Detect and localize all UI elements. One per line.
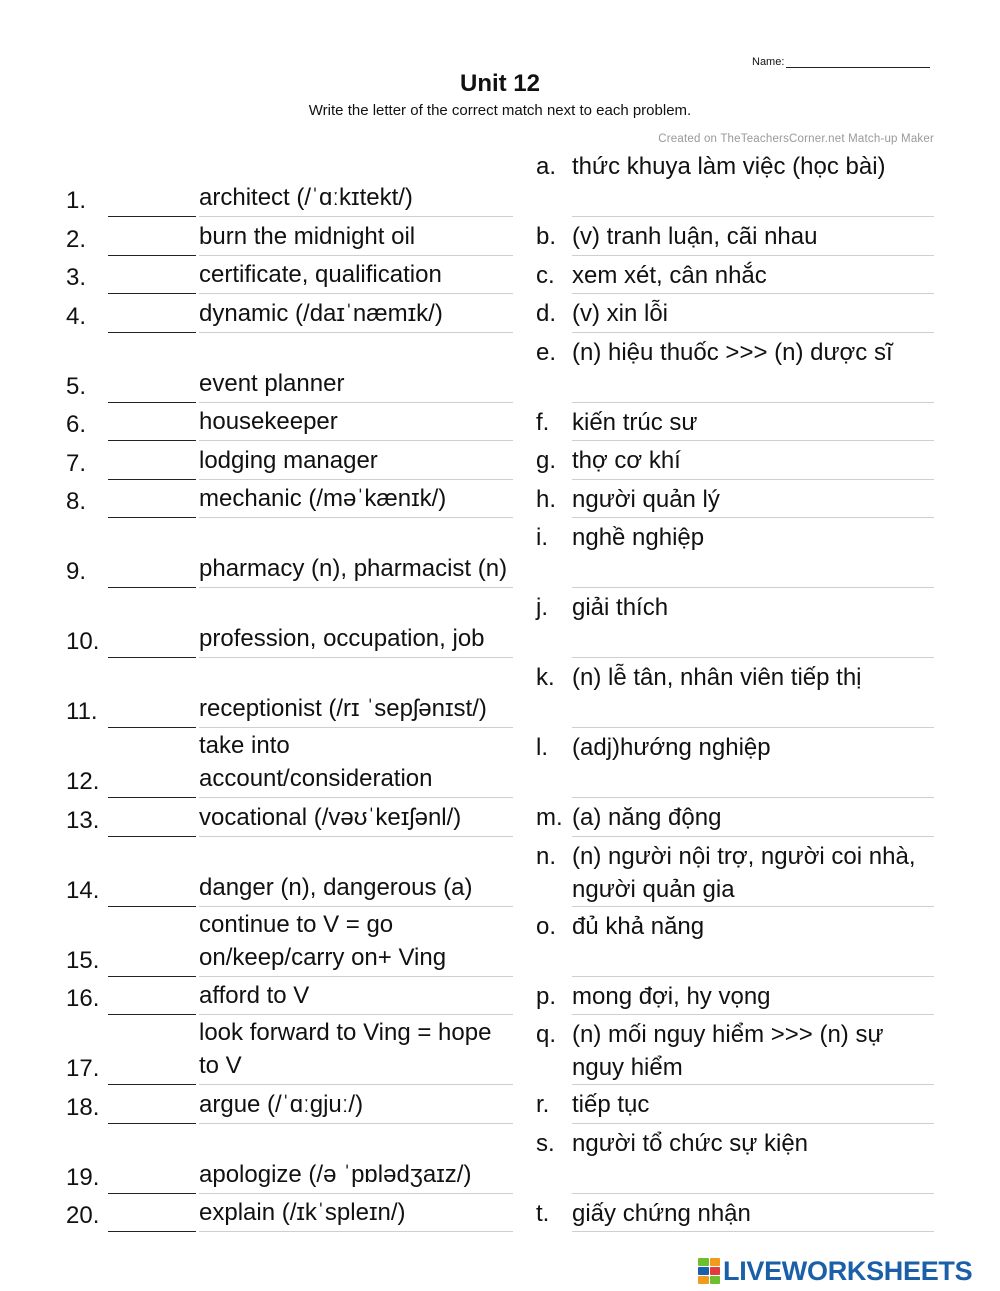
match-row: [66, 1015, 934, 1085]
problem-number: 8.: [66, 488, 87, 515]
term-text: afford to V: [199, 979, 513, 1015]
option-letter: d.: [536, 300, 557, 327]
match-row: [66, 403, 934, 442]
term-text: certificate, qualification: [199, 258, 513, 294]
match-row: [66, 837, 934, 907]
problem-number: 14.: [66, 876, 100, 904]
option-letter: o.: [536, 912, 557, 940]
match-row: [66, 1085, 934, 1124]
problem-number: 17.: [66, 1055, 100, 1082]
problem-number: 13.: [66, 806, 100, 834]
match-row: [66, 907, 934, 977]
term-text: lodging manager: [199, 444, 513, 480]
match-row: [66, 147, 934, 217]
problem-number: 18.: [66, 1093, 100, 1121]
term-text: mechanic (/məˈkænɪk/): [199, 482, 513, 518]
term-text: take into account/consideration: [199, 729, 513, 798]
definition-text: kiến trúc sư: [572, 408, 698, 436]
definition-text: (n) người nội trợ, người coi nhà, người quản gia: [572, 842, 916, 903]
definition-text: giấy chứng nhận: [572, 1199, 751, 1227]
match-row: [66, 798, 934, 837]
match-row: [66, 588, 934, 658]
definition-text: giải thích: [572, 594, 669, 621]
problem-number: 4.: [66, 302, 87, 330]
match-row: [66, 333, 934, 403]
match-row: [66, 441, 934, 480]
definition-text: đủ khả năng: [572, 912, 705, 940]
problem-number: 12.: [66, 768, 100, 795]
definition-text: nghề nghiệp: [572, 524, 705, 551]
match-row: [66, 1194, 934, 1233]
term-text: profession, occupation, job: [199, 622, 513, 658]
problem-number: 5.: [66, 372, 87, 400]
term-text: pharmacy (n), pharmacist (n): [199, 552, 513, 588]
definition-rule: [572, 1231, 934, 1232]
term-text: burn the midnight oil: [199, 220, 513, 256]
term-text: dynamic (/daɪˈnæmɪk/): [199, 297, 513, 333]
term-text: danger (n), dangerous (a): [199, 871, 513, 907]
term-text: continue to V = go on/keep/carry on+ Ving: [199, 908, 513, 977]
definition-text: (n) hiệu thuốc >>> (n) dược sĩ: [572, 338, 893, 366]
term-text: look forward to Ving = hope to V: [199, 1016, 513, 1085]
definition-text: người quản lý: [572, 485, 720, 513]
option-letter: q.: [536, 1021, 557, 1048]
match-row: [66, 217, 934, 256]
option-letter: c.: [536, 261, 555, 289]
credit-line: Created on TheTeachersCorner.net Match-up Maker: [658, 133, 934, 145]
problem-number: 20.: [66, 1202, 100, 1229]
option-letter: j.: [536, 594, 548, 621]
match-row: [66, 728, 934, 798]
definition-text: (n) lễ tân, nhân viên tiếp thị: [572, 664, 862, 691]
problem-number: 19.: [66, 1163, 100, 1191]
definition-text: (adj)hướng nghiệp: [572, 734, 771, 761]
problem-number: 10.: [66, 628, 100, 655]
problem-number: 6.: [66, 411, 87, 438]
option-letter: r.: [536, 1091, 550, 1118]
term-text: receptionist (/rɪ ˈsepʃənɪst/): [199, 692, 513, 728]
match-row: [66, 977, 934, 1016]
term-text: event planner: [199, 367, 513, 403]
match-row: [66, 256, 934, 295]
name-field: [752, 55, 930, 68]
problem-number: 15.: [66, 946, 100, 974]
definition-text: tiếp tục: [572, 1091, 650, 1118]
page-title: Unit 12: [459, 70, 540, 97]
problem-number: 3.: [66, 264, 87, 291]
option-letter: t.: [536, 1199, 550, 1227]
option-letter: g.: [536, 447, 557, 474]
problem-number: 9.: [66, 558, 87, 585]
problem-number: 7.: [66, 449, 87, 477]
name-blank[interactable]: [786, 55, 930, 68]
option-letter: i.: [536, 524, 548, 551]
instructions: Write the letter of the correct match next to each problem.: [308, 102, 692, 119]
option-letter: p.: [536, 982, 557, 1010]
name-label: Name:: [752, 56, 785, 68]
definition-text: (v) xin lỗi: [572, 300, 669, 327]
option-letter: k.: [536, 664, 555, 691]
problem-number: 11.: [66, 698, 98, 725]
match-row: [66, 1124, 934, 1194]
definition-text: (v) tranh luận, cãi nhau: [572, 223, 818, 250]
option-letter: e.: [536, 338, 557, 366]
definition-text: mong đợi, hy vọng: [572, 982, 771, 1010]
option-letter: m.: [536, 804, 563, 831]
match-row: [66, 294, 934, 333]
option-letter: s.: [536, 1129, 555, 1157]
match-row: [66, 518, 934, 588]
term-text: argue (/ˈɑːgjuː/): [199, 1088, 513, 1124]
liveworksheets-logo: [698, 1256, 972, 1286]
problem-number: 2.: [66, 225, 87, 253]
term-text: apologize (/ə ˈpɒlədʒaɪz/): [199, 1158, 513, 1194]
term-text: architect (/ˈɑːkɪtekt/): [199, 181, 513, 217]
answer-blank[interactable]: [108, 1231, 196, 1232]
definition-text: người tổ chức sự kiện: [572, 1129, 809, 1157]
problem-number: 1.: [66, 187, 87, 214]
definition-text: (a) năng động: [572, 804, 722, 831]
option-letter: n.: [536, 842, 557, 870]
definition-text: (n) mối nguy hiểm >>> (n) sự nguy hiểm: [572, 1021, 884, 1081]
definition-text: thợ cơ khí: [572, 447, 681, 474]
match-row: [66, 658, 934, 728]
option-letter: f.: [536, 408, 550, 436]
match-row: [66, 480, 934, 519]
logo-text: LIVEWORKSHEETS: [723, 1255, 973, 1286]
match-list: [66, 147, 934, 1232]
definition-text: thức khuya làm việc (học bài): [572, 153, 886, 180]
option-letter: l.: [536, 734, 548, 761]
problem-number: 16.: [66, 985, 100, 1012]
liveworksheets-logo-icon: [698, 1258, 720, 1284]
term-text: explain (/ɪkˈspleɪn/): [199, 1196, 513, 1232]
option-letter: b.: [536, 223, 557, 250]
definition-text: xem xét, cân nhắc: [572, 261, 767, 289]
term-text: vocational (/vəʊˈkeɪʃənl/): [199, 801, 513, 837]
option-letter: a.: [536, 153, 557, 180]
term-text: housekeeper: [199, 405, 513, 441]
option-letter: h.: [536, 485, 557, 513]
